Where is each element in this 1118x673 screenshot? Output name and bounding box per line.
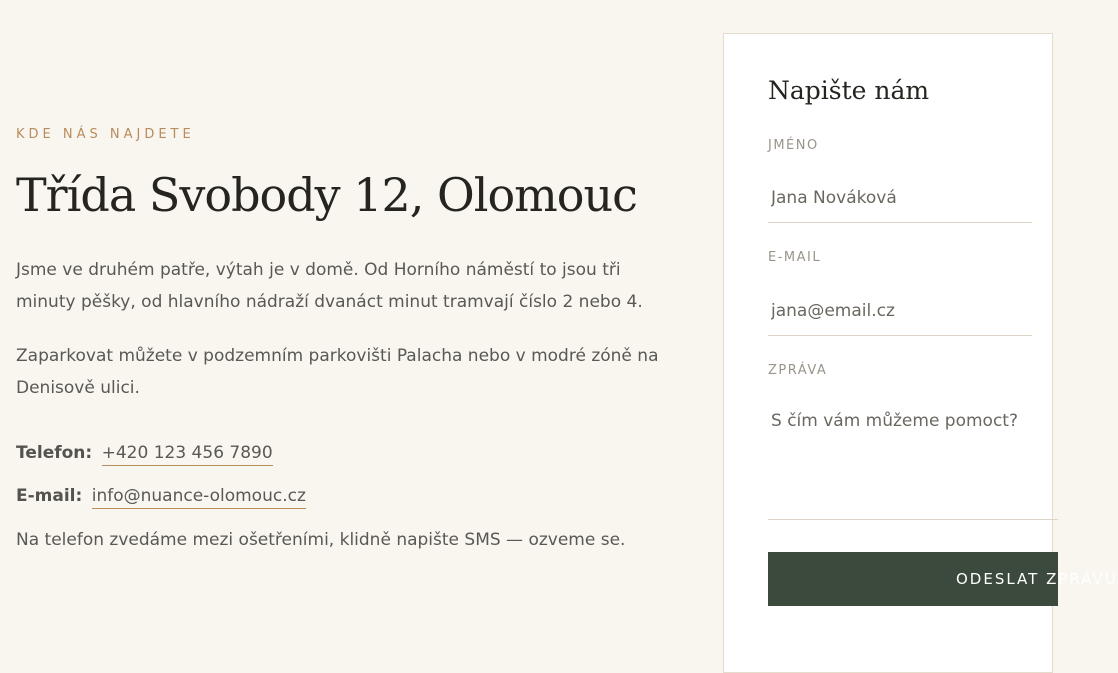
email-label: E-mail:: [16, 486, 83, 506]
form-title: Napište nám: [768, 76, 930, 105]
phone-link[interactable]: +420 123 456 7890: [102, 443, 273, 466]
address-heading: Třída Svobody 12, Olomouc: [16, 168, 637, 222]
name-field-label: JMÉNO: [768, 138, 819, 153]
section-eyebrow: KDE NÁS NAJDETE: [16, 127, 195, 142]
phone-row: [16, 443, 273, 463]
parking-paragraph: Zaparkovat můžete v podzemním parkovišti Palacha nebo v modré zóně na Denisově ulici.: [16, 346, 659, 398]
email-field-label: E-MAIL: [768, 250, 822, 265]
contact-form-card: [723, 33, 1118, 673]
directions-paragraph: Jsme ve druhém patře, výtah je v domě. Od Horního náměstí to jsou tři minuty pěšky, od hlavního nádraží dvanáct minut tramvají číslo 2 nebo 4.: [16, 260, 643, 312]
email-link[interactable]: info@nuance-olomouc.cz: [92, 486, 306, 509]
submit-button[interactable]: ODESLAT ZPRÁVU: [768, 552, 1058, 606]
email-input[interactable]: [768, 287, 1032, 336]
contact-note: Na telefon zvedáme mezi ošetřeními, klidně napište SMS — ozveme se.: [16, 530, 626, 550]
message-field-label: ZPRÁVA: [768, 363, 828, 378]
message-textarea[interactable]: [768, 406, 1058, 520]
name-input[interactable]: [768, 174, 1032, 223]
phone-label: Telefon:: [16, 443, 93, 463]
email-row: [16, 486, 306, 506]
